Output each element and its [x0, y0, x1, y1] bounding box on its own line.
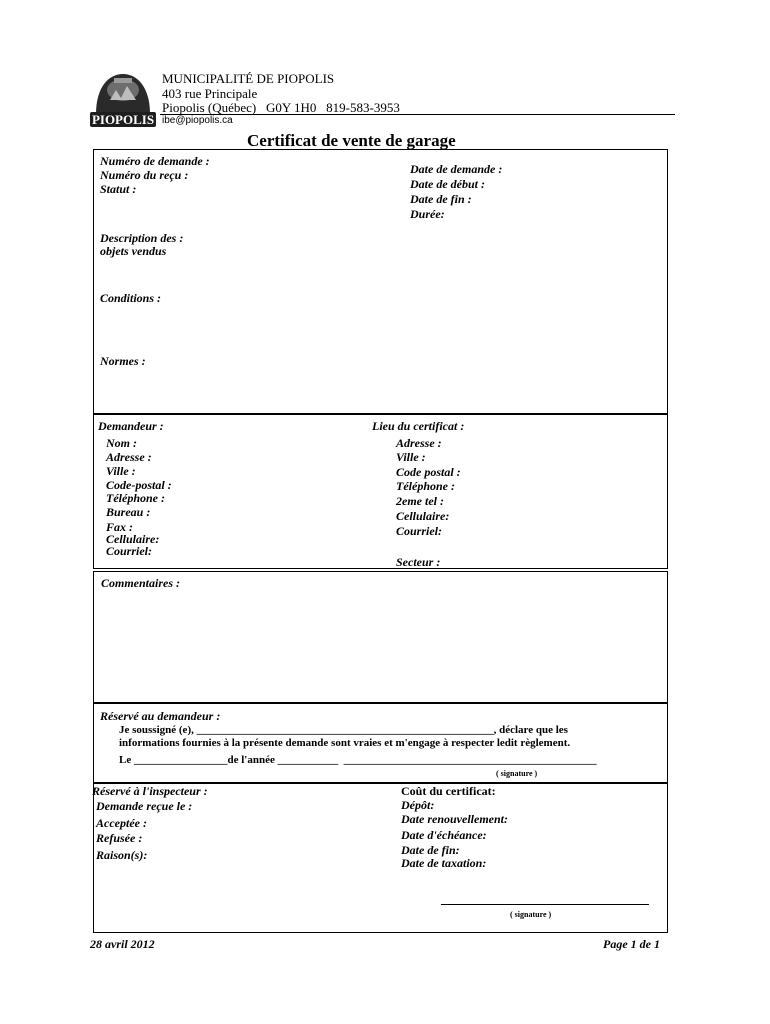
lieu-field: Téléphone : [396, 479, 455, 493]
footer-date: 28 avril 2012 [90, 937, 155, 951]
demandeur-field: Courriel: [106, 544, 153, 558]
label-normes: Normes : [100, 354, 146, 368]
footer-page-number: Page 1 de 1 [603, 937, 660, 951]
lieu-field: 2eme tel : [396, 494, 444, 508]
demandeur-field: Téléphone : [106, 491, 165, 505]
lieu-field: Cellulaire: [396, 509, 450, 523]
inspecteur-right-field: Dépôt: [401, 798, 435, 812]
lieu-secteur: Secteur : [396, 555, 441, 569]
label-conditions: Conditions : [100, 291, 162, 305]
lieu-field: Adresse : [396, 436, 442, 450]
demandeur-section [93, 414, 668, 569]
municipality-email[interactable]: ibe@piopolis.ca [162, 115, 233, 126]
label-numero-recu: Numéro du reçu : [100, 168, 189, 182]
demandeur-field: Bureau : [106, 505, 151, 519]
demandeur-field: Nom : [106, 436, 137, 450]
inspecteur-signature-line [441, 904, 649, 905]
municipality-address: 403 rue Principale [162, 86, 258, 101]
lieu-field: Ville : [396, 450, 426, 464]
inspecteur-left-field: Demande reçue le : [96, 799, 193, 813]
lieu-field: Code postal : [396, 465, 461, 479]
label-date-fin: Date de fin : [410, 192, 472, 206]
logo-text: PIOPOLIS [91, 112, 155, 127]
label-description-2: objets vendus [100, 244, 167, 258]
declaration-line-2: informations fournies à la présente demande sont vraies et m'engage à respecter ledit règlement. [119, 737, 571, 749]
inspecteur-right-field: Date renouvellement: [401, 812, 508, 826]
inspecteur-right-field: Date d'échéance: [401, 828, 487, 842]
reserve-demandeur-heading: Réservé au demandeur : [100, 709, 221, 723]
inspecteur-right-field: Date de taxation: [401, 856, 487, 870]
municipality-logo [88, 70, 158, 130]
municipality-name: MUNICIPALITÉ DE PIOPOLIS [162, 71, 335, 86]
demandeur-field: Cellulaire: [106, 532, 160, 546]
label-description-1: Description des : [100, 231, 184, 245]
demandeur-signature-caption: ( signature ) [496, 769, 538, 778]
label-date-demande: Date de demande : [410, 162, 503, 176]
declaration-line-3: Le _________________de l'année ___________ ______________________________________________ [119, 754, 597, 766]
inspecteur-left-field: Raison(s): [96, 848, 148, 862]
inspecteur-right-field: Coût du certificat: [401, 784, 496, 798]
inspecteur-left-field: Acceptée : [96, 816, 147, 830]
label-numero-demande: Numéro de demande : [100, 154, 210, 168]
label-date-debut: Date de début : [410, 177, 485, 191]
demandeur-heading: Demandeur : [98, 419, 164, 433]
inspecteur-right-field: Date de fin: [401, 843, 460, 857]
demandeur-field: Code-postal : [106, 478, 172, 492]
inspecteur-left-field: Refusée : [96, 831, 143, 845]
lieu-heading: Lieu du certificat : [372, 419, 465, 433]
page-title: Certificat de vente de garage [247, 131, 456, 150]
municipality-city-line: Piopolis (Québec) G0Y 1H0 819-583-3953 [162, 100, 400, 115]
header-rule [160, 114, 675, 115]
lieu-field: Courriel: [396, 524, 443, 538]
label-statut: Statut : [100, 182, 137, 196]
reserve-inspecteur-heading: Réservé à l'inspecteur : [92, 784, 208, 798]
demandeur-field: Adresse : [106, 450, 152, 464]
commentaires-label: Commentaires : [101, 576, 181, 590]
request-section [93, 149, 668, 414]
declaration-line-1: Je soussigné (e), ______________________________________________________, déclare que les [119, 724, 568, 736]
inspecteur-signature-caption: ( signature ) [510, 910, 552, 919]
label-duree: Durée: [410, 207, 445, 221]
demandeur-field: Ville : [106, 464, 136, 478]
demandeur-field: Fax : [106, 520, 133, 534]
